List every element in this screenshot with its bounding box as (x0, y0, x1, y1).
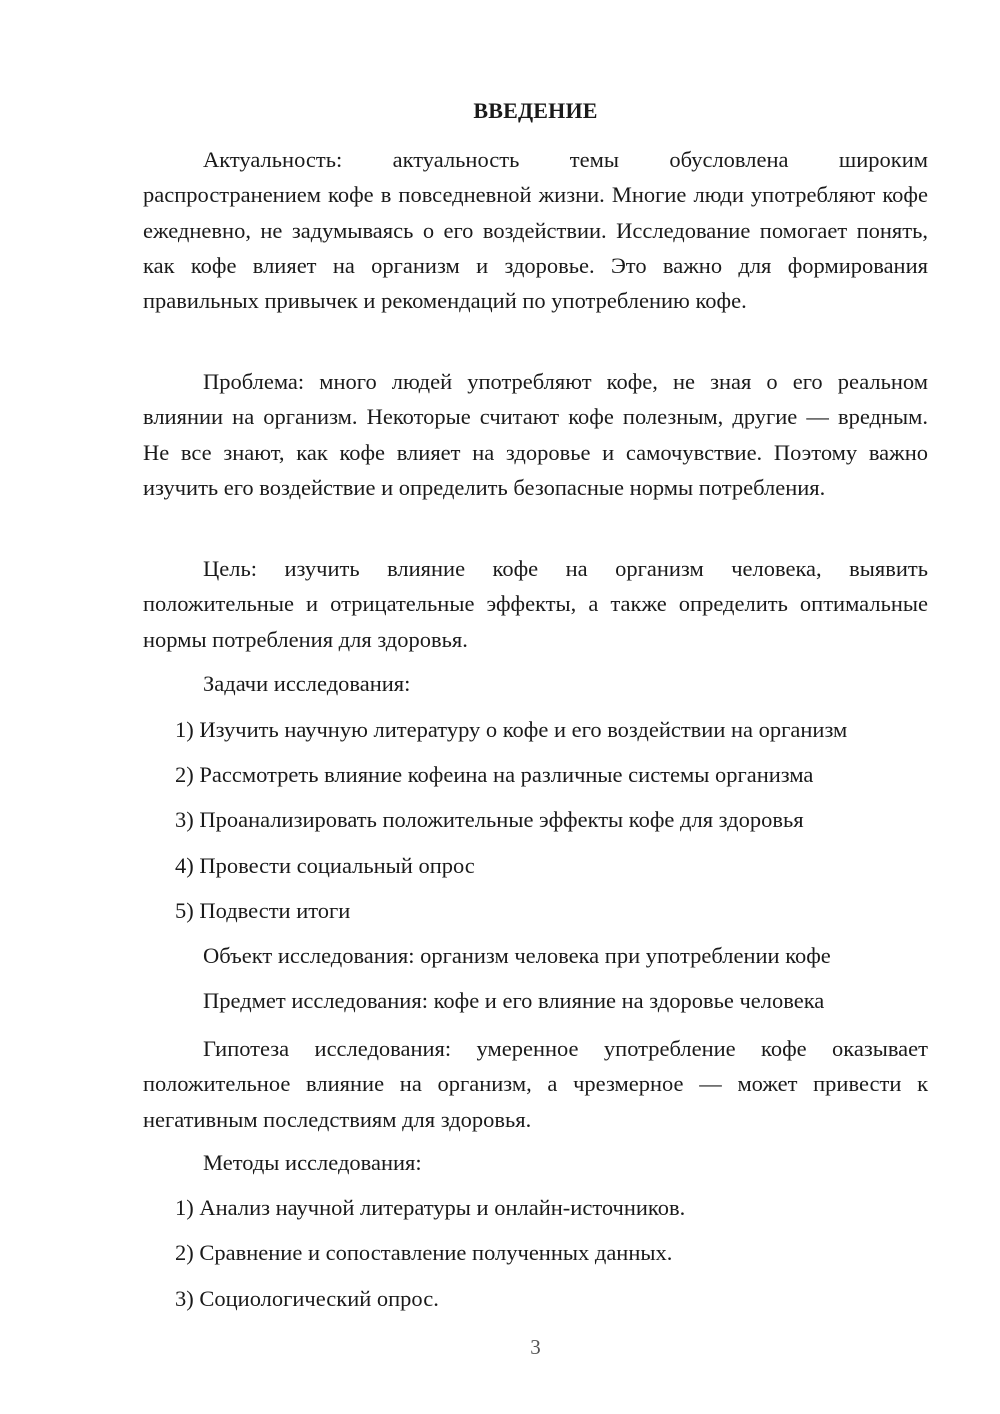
problem-paragraph: Проблема: много людей употребляют кофе, не зная о его реальном влиянии на организм. Некоторые считают кофе полезным, другие — вредным. Не все знают, как кофе влияет на здоровье и самочувствие. Поэтому важно изучить его воздействие и определить безопасные нормы потребления. (143, 369, 928, 500)
methods-heading: Методы исследования: (203, 1150, 422, 1175)
method-item: 2) Сравнение и сопоставление полученных данных. (175, 1240, 673, 1265)
page-number: 3 (530, 1335, 541, 1359)
tasks-heading: Задачи исследования: (203, 671, 411, 696)
research-subject: Предмет исследования: кофе и его влияние на здоровье человека (203, 988, 825, 1013)
task-item: 2) Рассмотреть влияние кофеина на различные системы организма (175, 762, 814, 787)
research-object: Объект исследования: организм человека при употреблении кофе (203, 943, 831, 968)
page-title: ВВЕДЕНИЕ (473, 98, 598, 123)
goal-paragraph: Цель: изучить влияние кофе на организм человека, выявить положительные и отрицательные эффекты, а также определить оптимальные нормы потребления для здоровья. (143, 556, 928, 652)
method-item: 3) Социологический опрос. (175, 1286, 439, 1311)
relevance-paragraph: Актуальность: актуальность темы обусловлена широким распространением кофе в повседневной жизни. Многие люди употребляют кофе ежедневно, не задумываясь о его воздействии. Исследование помогает понять, как кофе влияет на организм и здоровье. Это важно для формирования правильных привычек и рекомендаций по употреблению кофе. (143, 147, 928, 314)
task-item: 1) Изучить научную литературу о кофе и его воздействии на организм (175, 717, 848, 742)
task-item: 3) Проанализировать положительные эффекты кофе для здоровья (175, 807, 804, 832)
task-item: 4) Провести социальный опрос (175, 853, 475, 878)
task-item: 5) Подвести итоги (175, 898, 351, 923)
method-item: 1) Анализ научной литературы и онлайн-источников. (175, 1195, 686, 1220)
hypothesis-paragraph: Гипотеза исследования: умеренное употребление кофе оказывает положительное влияние на организм, а чрезмерное — может привести к негативным последствиям для здоровья. (143, 1036, 928, 1132)
